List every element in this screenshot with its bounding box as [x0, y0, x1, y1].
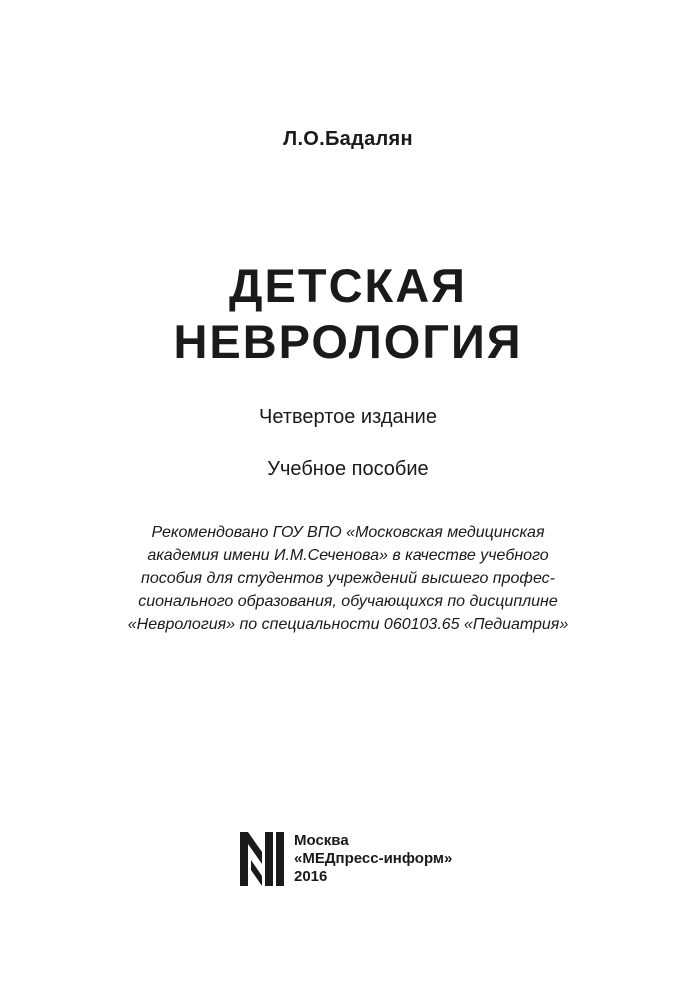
book-title-line-1: ДЕТСКАЯ — [229, 259, 467, 312]
recommendation-line-1: Рекомендовано ГОУ ВПО «Московская медицинская — [151, 524, 545, 541]
book-title-line-2: НЕВРОЛОГИЯ — [173, 315, 523, 368]
publisher-block — [240, 832, 452, 886]
recommendation-line-4: сионального образования, обучающихся по дисциплине — [138, 593, 558, 610]
author-name: Л.О.Бадалян — [283, 128, 413, 150]
recommendation-line-2: академия имени И.М.Сеченова» в качестве учебного — [147, 547, 549, 564]
publisher-year: 2016 — [294, 868, 328, 885]
recommendation-text — [0, 521, 696, 636]
publisher-logo-icon — [240, 832, 284, 886]
recommendation-line-3: пособия для студентов учреждений высшего профес- — [141, 570, 555, 587]
book-title — [0, 258, 696, 370]
edition-label: Четвертое издание — [259, 406, 437, 428]
publisher-name: «МЕДпресс-информ» — [294, 850, 453, 867]
publisher-city: Москва — [294, 832, 349, 849]
publisher-text — [294, 832, 452, 886]
recommendation-line-5: «Неврология» по специальности 060103.65 «Педиатрия» — [127, 616, 569, 633]
doc-type-label: Учебное пособие — [267, 458, 429, 480]
